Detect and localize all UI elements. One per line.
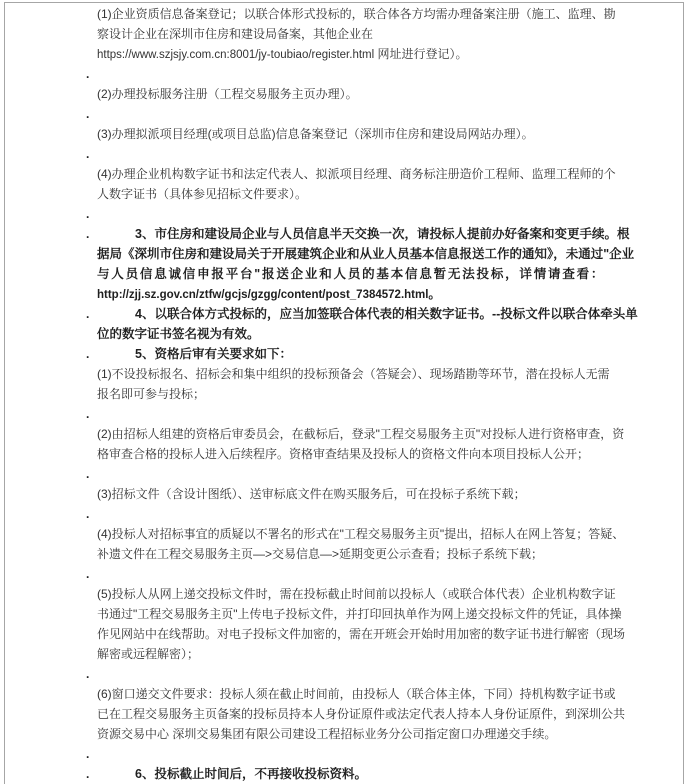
text-line xyxy=(97,524,639,544)
cjk-text: 作见网站中在线帮助。对电子投标文件加密的，需在开班会开始时用加密的数字证书进行解密（现场 xyxy=(97,627,626,641)
text-line xyxy=(97,244,639,264)
cjk-text: 已在工程交易服务主页备案的投标员持本人身份证原件或法定代表人持本人身份证原件，到深圳公共 xyxy=(97,707,626,721)
text-line xyxy=(86,224,639,244)
cjk-text: (3)招标文件（含设计图纸）、送审标底文件在购买服务后，可在投标子系统下载； xyxy=(97,487,526,501)
cjk-text: (1)企业资质信息备案登记；以联合体形式投标的，联合体各方均需办理备案注册（施工、监理、勘 xyxy=(97,7,616,21)
url-text: https://www.szjsjy.com.cn:8001/jy-toubiao/register.html xyxy=(97,49,375,61)
text-line xyxy=(97,484,639,504)
text-line xyxy=(86,304,639,324)
url-text: http://zjj.sz.gov.cn/ztfw/gcjs/gzgg/content/post_7384572.html xyxy=(97,289,429,301)
paragraph-dot-marker: . xyxy=(86,667,90,681)
empty-line xyxy=(86,104,639,124)
cjk-text: 5、资格后审有关要求如下： xyxy=(135,347,292,361)
paragraph-dot-marker: . xyxy=(86,467,90,481)
cjk-text: 书通过"工程交易服务主页"上传电子投标文件，并打印回执单作为网上递交投标文件的凭证，具体操 xyxy=(97,607,622,621)
paragraph-dot-marker: . xyxy=(86,67,90,81)
paragraph-dot-marker: . xyxy=(86,307,90,321)
paragraph-dot-marker: . xyxy=(86,107,90,121)
cjk-text: 6、投标截止时间后，不再接收投标资料。 xyxy=(135,767,367,781)
cjk-text: (6)窗口递交文件要求：投标人须在截止时间前，由投标人（联合体主体，下同）持机构数字证书或 xyxy=(97,687,616,701)
cjk-text: 据局《深圳市住房和建设局关于开展建筑企业和从业人员基本信息报送工作的通知》，未通过"企业 xyxy=(97,247,635,261)
cjk-text: 人数字证书（具体参见招标文件要求）。 xyxy=(97,187,308,201)
empty-line xyxy=(86,144,639,164)
cjk-text: (3)办理拟派项目经理(或项目总监)信息备案登记（深圳市住房和建设局网站办理）。 xyxy=(97,127,534,141)
document-content xyxy=(5,3,683,784)
empty-line xyxy=(86,744,639,764)
paragraph-dot-marker: . xyxy=(86,747,90,761)
cjk-text: 解密或远程解密）； xyxy=(97,647,200,661)
empty-line xyxy=(86,64,639,84)
paragraph-dot-marker: . xyxy=(86,227,90,241)
paragraph-dot-marker: . xyxy=(86,407,90,421)
text-line xyxy=(97,324,639,344)
cjk-text: (1)不设投标报名、招标会和集中组织的投标预备会（答疑会）、现场踏勘等环节，潜在投标人无需 xyxy=(97,367,610,381)
text-line xyxy=(97,284,639,304)
paragraph-dot-marker: . xyxy=(86,207,90,221)
text-line xyxy=(97,544,639,564)
text-line xyxy=(97,584,639,604)
paragraph-dot-marker: . xyxy=(86,567,90,581)
text-line xyxy=(97,24,639,44)
text-line xyxy=(97,364,639,384)
text-line xyxy=(97,444,639,464)
cjk-text: (2)由招标人组建的资格后审委员会，在截标后，登录"工程交易服务主页"对投标人进行资格审查，资 xyxy=(97,427,625,441)
cjk-text: (2)办理投标服务注册（工程交易服务主页办理）。 xyxy=(97,87,358,101)
document-page xyxy=(4,2,684,784)
paragraph-dot-marker: . xyxy=(86,507,90,521)
text-line xyxy=(97,704,639,724)
text-line xyxy=(97,644,639,664)
empty-line xyxy=(86,504,639,524)
text-line xyxy=(86,764,639,784)
cjk-text: 3、市住房和建设局企业与人员信息半天交换一次，请投标人提前办好备案和变更手续。根 xyxy=(135,227,630,241)
empty-line xyxy=(86,664,639,684)
text-line xyxy=(97,384,639,404)
text-line xyxy=(97,724,639,744)
cjk-text: 补遗文件在工程交易服务主页—>交易信息—>延期变更公示查看；投标子系统下载； xyxy=(97,547,544,561)
text-line xyxy=(97,264,639,284)
text-line xyxy=(97,684,639,704)
text-line xyxy=(86,344,639,364)
cjk-text: 资源交易中心 深圳交易集团有限公司建设工程招标业务分公司指定窗口办理递交手续。 xyxy=(97,727,557,741)
text-line xyxy=(97,124,639,144)
cjk-text: 与人员信息诚信申报平台"报送企业和人员的基本信息暂无法投标，详情请查看： xyxy=(97,267,606,281)
text-line xyxy=(97,164,639,184)
cjk-text: 报名即可参与投标； xyxy=(97,387,206,401)
cjk-text: 网址进行登记）。 xyxy=(374,47,468,61)
text-line xyxy=(97,424,639,444)
text-line xyxy=(97,44,639,64)
cjk-text: 格审查合格的投标人进入后续程序。资格审查结果及投标人的资格文件向本项目投标人公开； xyxy=(97,447,590,461)
cjk-text: 位的数字证书签名视为有效。 xyxy=(97,327,260,341)
paragraph-dot-marker: . xyxy=(86,767,90,781)
cjk-text: (4)投标人对招标事宜的质疑以不署名的形式在"工程交易服务主页"提出，招标人在网上答复；答疑、 xyxy=(97,527,625,541)
text-line xyxy=(97,4,639,24)
text-line xyxy=(97,184,639,204)
cjk-text: (5)投标人从网上递交投标文件时，需在投标截止时间前以投标人（或联合体代表）企业机构数字证 xyxy=(97,587,616,601)
cjk-text: 察设计企业在深圳市住房和建设局备案，其他企业在 xyxy=(97,27,374,41)
empty-line xyxy=(86,204,639,224)
text-line xyxy=(97,84,639,104)
empty-line xyxy=(86,404,639,424)
empty-line xyxy=(86,564,639,584)
cjk-text: 4、以联合体方式投标的，应当加签联合体代表的相关数字证书。--投标文件以联合体牵头单 xyxy=(135,307,638,321)
cjk-text: (4)办理企业机构数字证书和法定代表人、拟派项目经理、商务标注册造价工程师、监理工程师的个 xyxy=(97,167,616,181)
text-line xyxy=(97,604,639,624)
paragraph-dot-marker: . xyxy=(86,147,90,161)
text-line xyxy=(97,624,639,644)
cjk-text: 。 xyxy=(428,287,441,301)
paragraph-dot-marker: . xyxy=(86,347,90,361)
empty-line xyxy=(86,464,639,484)
